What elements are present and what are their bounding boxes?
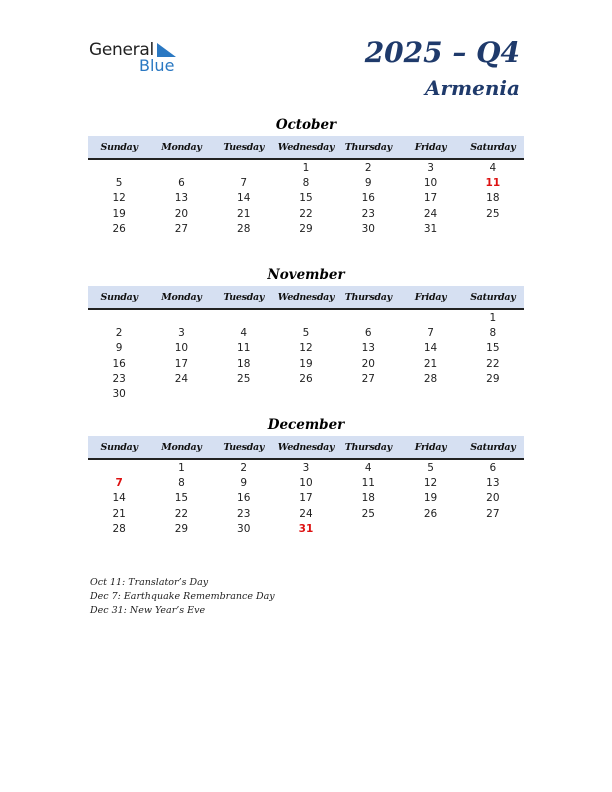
- weekday-label: Saturday: [470, 292, 516, 303]
- weekday-label: Thursday: [344, 292, 392, 303]
- weekday-label: Sunday: [100, 142, 138, 153]
- week-row: [88, 522, 524, 537]
- day-cell: 23: [361, 207, 375, 220]
- day-cell: 18: [361, 492, 375, 505]
- week-row: [88, 222, 524, 237]
- week-row: [88, 372, 524, 387]
- day-cell: 28: [112, 522, 126, 535]
- weekday-label: Wednesday: [277, 442, 335, 453]
- day-cell: 15: [299, 192, 313, 205]
- day-cell: 4: [364, 462, 372, 474]
- holiday-notes: [90, 576, 275, 618]
- day-cell: 20: [174, 207, 189, 220]
- week-row: [88, 207, 524, 222]
- week-row: [88, 357, 524, 372]
- day-cell: 2: [115, 327, 123, 340]
- day-cell: 16: [112, 357, 126, 370]
- day-cell: 26: [112, 222, 126, 235]
- empty-day-cell: [213, 311, 275, 326]
- day-cell: 21: [423, 357, 438, 370]
- day-cell: 9: [364, 177, 372, 190]
- country-title: Armenia: [424, 76, 520, 100]
- empty-day-cell: [399, 311, 461, 326]
- empty-day-cell: [150, 311, 212, 326]
- empty-day-cell: [213, 387, 275, 402]
- month-grid: [88, 460, 524, 537]
- weekday-header: [88, 136, 524, 160]
- day-cell: 13: [486, 477, 500, 490]
- weekday-label: Wednesday: [277, 142, 335, 153]
- day-cell: 12: [299, 342, 313, 355]
- month-november: [88, 266, 524, 402]
- day-cell: 14: [112, 492, 126, 505]
- empty-day-cell: [399, 522, 461, 537]
- weekday-label: Friday: [414, 442, 447, 453]
- day-cell: 8: [489, 327, 497, 340]
- day-cell: 6: [364, 327, 372, 340]
- day-cell: 22: [299, 207, 313, 220]
- weekday-label: Thursday: [344, 442, 392, 453]
- day-cell: 19: [112, 207, 126, 220]
- day-cell: 7: [427, 327, 434, 340]
- month-name: December: [267, 417, 345, 433]
- weekday-label: Monday: [161, 142, 202, 153]
- empty-day-cell: [337, 387, 399, 402]
- empty-day-cell: [150, 161, 212, 176]
- empty-day-cell: [88, 461, 150, 476]
- day-cell: 6: [489, 462, 497, 474]
- week-row: [88, 491, 524, 506]
- day-cell: 5: [115, 177, 123, 190]
- week-row: [88, 311, 524, 326]
- day-cell: 23: [237, 507, 251, 520]
- week-row: [88, 476, 524, 491]
- day-cell: 1: [178, 462, 185, 474]
- day-cell: 5: [427, 462, 434, 474]
- day-cell: 15: [174, 492, 189, 505]
- month-october: [88, 116, 524, 237]
- empty-day-cell: [399, 387, 461, 402]
- month-grid: [88, 310, 524, 402]
- weekday-header: [88, 436, 524, 460]
- day-cell: 11: [361, 477, 375, 490]
- day-cell: 9: [240, 477, 248, 490]
- holiday-note: Oct 11: Translator’s Day: [90, 577, 209, 588]
- day-cell: 1: [302, 162, 310, 174]
- day-cell: 4: [489, 162, 497, 174]
- empty-day-cell: [213, 161, 275, 176]
- month-december: [88, 416, 524, 537]
- day-cell: 30: [237, 522, 251, 535]
- day-cell: 13: [174, 192, 189, 205]
- day-cell: 8: [302, 177, 310, 190]
- weekday-label: Wednesday: [277, 292, 335, 303]
- weekday-label: Tuesday: [223, 442, 265, 453]
- holiday-note: Dec 31: New Year’s Eve: [90, 605, 206, 616]
- day-cell: 12: [423, 477, 438, 490]
- day-cell: 10: [174, 342, 189, 355]
- weekday-label: Thursday: [344, 142, 392, 153]
- weekday-label: Tuesday: [223, 292, 265, 303]
- day-cell: 26: [423, 507, 438, 520]
- month-grid: [88, 160, 524, 237]
- empty-day-cell: [462, 522, 524, 537]
- day-cell: 12: [112, 192, 126, 205]
- day-cell: 27: [486, 507, 500, 520]
- empty-day-cell: [337, 311, 399, 326]
- empty-day-cell: [88, 161, 150, 176]
- empty-day-cell: [337, 522, 399, 537]
- day-cell: 6: [178, 177, 185, 190]
- holiday-note: Dec 7: Earthquake Remembrance Day: [90, 591, 275, 602]
- weekday-label: Sunday: [100, 442, 138, 453]
- day-cell: 24: [174, 372, 189, 385]
- generalblue-logo: [89, 40, 189, 76]
- day-cell: 3: [302, 462, 310, 474]
- day-cell: 17: [299, 492, 313, 505]
- day-cell: 2: [240, 462, 248, 474]
- page-title: 2025 – Q4: [364, 36, 520, 69]
- day-cell: 1: [489, 312, 497, 324]
- day-cell: 27: [361, 372, 375, 385]
- empty-day-cell: [88, 311, 150, 326]
- weekday-label: Monday: [161, 292, 202, 303]
- day-cell: 25: [486, 207, 500, 220]
- day-cell: 31: [423, 222, 438, 235]
- month-name: October: [275, 117, 337, 133]
- weekday-label: Tuesday: [223, 142, 265, 153]
- day-cell: 19: [423, 492, 438, 505]
- day-cell: 24: [299, 507, 313, 520]
- month-name: November: [267, 267, 345, 283]
- day-cell: 20: [486, 492, 500, 505]
- day-cell: 3: [427, 162, 434, 174]
- day-cell: 30: [112, 387, 126, 400]
- day-cell: 7: [115, 477, 123, 490]
- logo-text-general: General: [89, 40, 154, 60]
- day-cell: 10: [423, 177, 438, 190]
- week-row: [88, 176, 524, 191]
- week-row: [88, 191, 524, 206]
- day-cell: 10: [299, 477, 313, 490]
- day-cell: 29: [486, 372, 500, 385]
- day-cell: 17: [423, 192, 438, 205]
- weekday-label: Friday: [414, 142, 447, 153]
- day-cell: 28: [237, 222, 251, 235]
- day-cell: 25: [361, 507, 375, 520]
- day-cell: 13: [361, 342, 375, 355]
- day-cell: 3: [178, 327, 185, 340]
- day-cell: 4: [240, 327, 248, 340]
- week-row: [88, 161, 524, 176]
- empty-day-cell: [275, 387, 337, 402]
- day-cell: 29: [299, 222, 313, 235]
- day-cell: 14: [423, 342, 438, 355]
- day-cell: 9: [115, 342, 123, 355]
- day-cell: 23: [112, 372, 126, 385]
- day-cell: 15: [486, 342, 500, 355]
- weekday-label: Monday: [161, 442, 202, 453]
- weekday-label: Saturday: [470, 442, 516, 453]
- day-cell: 22: [174, 507, 189, 520]
- day-cell: 16: [237, 492, 251, 505]
- day-cell: 21: [112, 507, 126, 520]
- day-cell: 24: [423, 207, 438, 220]
- day-cell: 29: [174, 522, 189, 535]
- day-cell: 19: [299, 357, 313, 370]
- weekday-label: Saturday: [470, 142, 516, 153]
- weekday-label: Sunday: [100, 292, 138, 303]
- day-cell: 11: [485, 177, 501, 190]
- day-cell: 11: [237, 342, 251, 355]
- day-cell: 8: [178, 477, 185, 490]
- week-row: [88, 507, 524, 522]
- day-cell: 27: [174, 222, 189, 235]
- weekday-header: [88, 286, 524, 310]
- day-cell: 5: [302, 327, 310, 340]
- day-cell: 20: [361, 357, 375, 370]
- day-cell: 7: [240, 177, 248, 190]
- empty-day-cell: [462, 387, 524, 402]
- day-cell: 28: [423, 372, 438, 385]
- day-cell: 30: [361, 222, 375, 235]
- day-cell: 31: [298, 522, 314, 535]
- day-cell: 2: [364, 162, 372, 174]
- week-row: [88, 387, 524, 402]
- empty-day-cell: [150, 387, 212, 402]
- day-cell: 22: [486, 357, 500, 370]
- day-cell: 16: [361, 192, 375, 205]
- day-cell: 17: [174, 357, 189, 370]
- empty-day-cell: [275, 311, 337, 326]
- week-row: [88, 341, 524, 356]
- week-row: [88, 461, 524, 476]
- day-cell: 21: [237, 207, 251, 220]
- weekday-label: Friday: [414, 292, 447, 303]
- week-row: [88, 326, 524, 341]
- day-cell: 18: [486, 192, 500, 205]
- day-cell: 26: [299, 372, 313, 385]
- empty-day-cell: [462, 222, 524, 237]
- day-cell: 14: [237, 192, 251, 205]
- day-cell: 25: [237, 372, 251, 385]
- day-cell: 18: [237, 357, 251, 370]
- logo-text-blue: Blue: [139, 56, 175, 75]
